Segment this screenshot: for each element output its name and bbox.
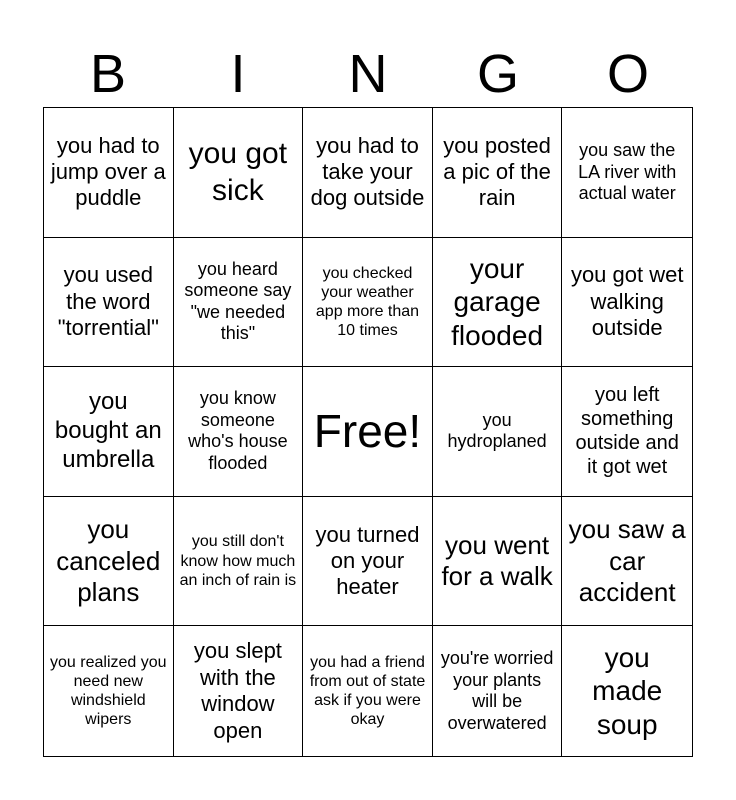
bingo-cell[interactable]: you checked your weather app more than 10 times [303,238,433,368]
bingo-cell[interactable]: you used the word "torrential" [44,238,174,368]
bingo-board [43,107,693,757]
bingo-cell[interactable]: you saw the LA river with actual water [562,108,692,238]
bingo-cell[interactable]: you turned on your heater [303,497,433,627]
bingo-header [43,44,693,104]
header-letter-o: O [606,44,649,104]
bingo-cell[interactable]: you had a friend from out of state ask if you were okay [303,626,433,756]
bingo-cell[interactable]: you slept with the window open [174,626,304,756]
header-letter-b: B [89,44,127,104]
header-letter-n: N [348,44,388,104]
bingo-cell[interactable]: you had to take your dog outside [303,108,433,238]
bingo-cell[interactable]: you posted a pic of the rain [433,108,563,238]
free-space[interactable]: Free! [303,367,433,497]
bingo-cell[interactable]: you canceled plans [44,497,174,627]
bingo-cell[interactable]: you saw a car accident [562,497,692,627]
bingo-cell[interactable]: you realized you need new windshield wipers [44,626,174,756]
bingo-cell[interactable]: your garage flooded [433,238,563,368]
header-letter-g: G [476,44,519,104]
bingo-cell[interactable]: you had to jump over a puddle [44,108,174,238]
bingo-cell[interactable]: you still don't know how much an inch of rain is [174,497,304,627]
bingo-cell[interactable]: you bought an umbrella [44,367,174,497]
bingo-cell[interactable]: you made soup [592,641,663,740]
bingo-cell[interactable]: you know someone who's house flooded [174,367,304,497]
bingo-cell[interactable]: you left something outside and it got wet [562,367,692,497]
bingo-cell[interactable]: you're worried your plants will be overwatered [433,626,563,756]
bingo-cell[interactable]: you went for a walk [433,497,563,627]
bingo-cell[interactable]: you heard someone say "we needed this" [174,238,304,368]
bingo-cell[interactable]: you got sick [174,108,304,238]
header-letter-i: I [230,44,246,104]
bingo-cell[interactable]: you hydroplaned [433,367,563,497]
bingo-cell[interactable]: you got wet walking outside [562,238,692,368]
